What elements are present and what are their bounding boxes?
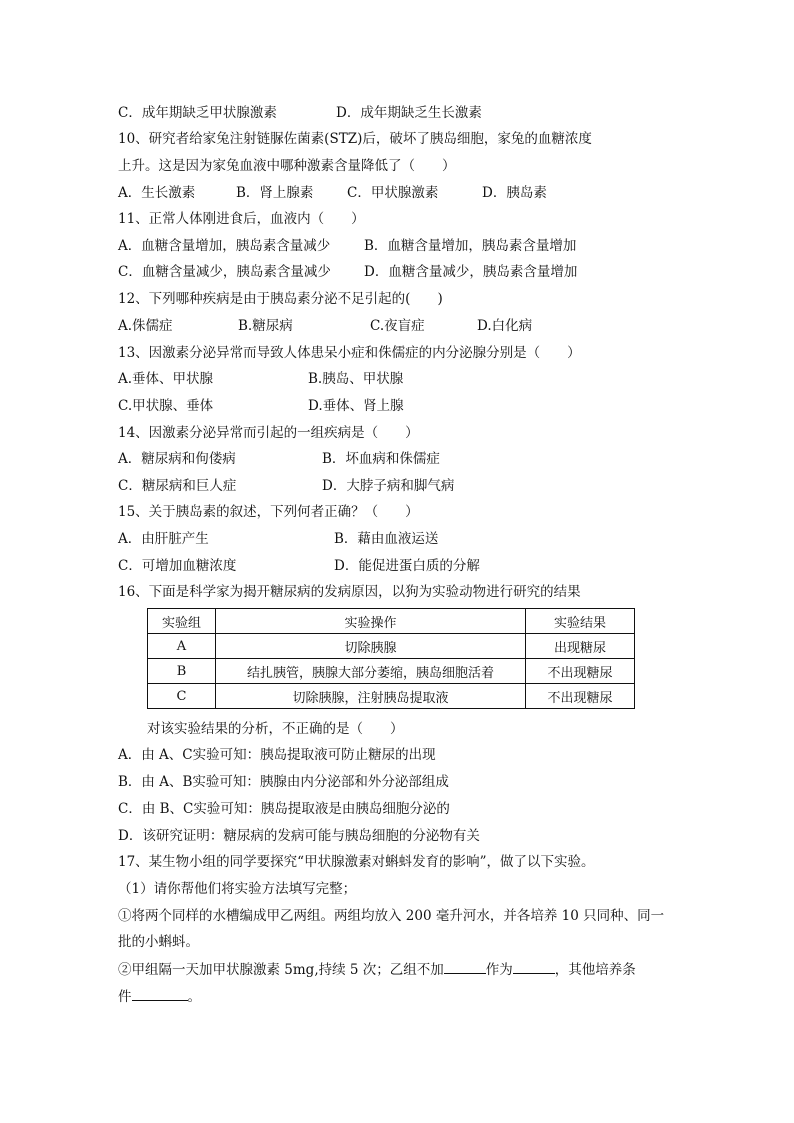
- q10-stem-line1: 10、研究者给家兔注射链脲佐菌素(STZ)后，破坏了胰岛细胞，家兔的血糖浓度: [118, 131, 592, 147]
- q17-step2-text3: ，其他培养条: [554, 962, 636, 978]
- q15-stem: 15、关于胰岛素的叙述，下列何者正确？（ ）: [118, 504, 419, 520]
- q16-option-b: B．由 A、B实验可知：胰腺由内分泌部和外分泌部组成: [118, 774, 449, 790]
- q16-analysis-prompt: 对该实验结果的分析，不正确的是（ ）: [147, 721, 404, 737]
- q13-option-a: A.垂体、甲状腺: [118, 371, 214, 387]
- q17-stem: 17、某生物小组的同学要探究“甲状腺激素对蝌蚪发育的影响”，做了以下实验。: [118, 854, 595, 870]
- q15-option-d: D．能促进蛋白质的分解: [334, 558, 480, 574]
- q15-option-c: C．可增加血糖浓度: [118, 558, 237, 574]
- table-row: [148, 684, 635, 709]
- q17-step2-line1: [118, 959, 636, 980]
- q16-stem: 16、下面是科学家为揭开糖尿病的发病原因，以狗为实验动物进行研究的结果: [118, 584, 581, 600]
- q13-option-d: D.垂体、肾上腺: [308, 398, 404, 414]
- q12-option-a: A.侏儒症: [118, 318, 173, 334]
- q14-stem: 14、因激素分泌异常而引起的一组疾病是（ ）: [118, 425, 419, 441]
- table-cell-group: A: [148, 634, 216, 659]
- q14-option-a: A．糖尿病和佝偻病: [118, 451, 236, 467]
- q17-step1-line2: 批的小蝌蚪。: [118, 934, 199, 950]
- table-header-group: 实验组: [148, 609, 216, 634]
- table-row: [148, 659, 635, 684]
- q10-option-a: A．生长激素: [118, 185, 196, 201]
- table-header-row: [148, 609, 635, 634]
- q10-option-b: B．肾上腺素: [236, 185, 314, 201]
- q16-option-a: A．由 A、C实验可知：胰岛提取液可防止糖尿的出现: [118, 747, 436, 763]
- answer-blank-3[interactable]: [132, 986, 188, 1001]
- q11-option-b: B．血糖含量增加，胰岛素含量增加: [364, 238, 577, 254]
- table-cell-result: 不出现糖尿: [526, 684, 635, 709]
- table-cell-operation: 切除胰腺: [216, 634, 526, 659]
- table-cell-result: 不出现糖尿: [526, 659, 635, 684]
- q15-option-a: A．由肝脏产生: [118, 531, 209, 547]
- q12-option-d: D.白化病: [477, 318, 533, 334]
- table-header-result: 实验结果: [526, 609, 635, 634]
- answer-blank-2[interactable]: [513, 959, 555, 974]
- q11-option-d: D．血糖含量减少，胰岛素含量增加: [364, 264, 578, 280]
- q16-option-d: D．该研究证明：糖尿病的发病可能与胰岛细胞的分泌物有关: [118, 828, 480, 844]
- q13-option-c: C.甲状腺、垂体: [118, 398, 214, 414]
- q11-option-c: C．血糖含量减少，胰岛素含量减少: [118, 264, 331, 280]
- q17-step2-text4: 件: [118, 989, 132, 1005]
- experiment-table: [147, 608, 635, 709]
- q17-step2-line2: [118, 986, 201, 1007]
- q17-step2-text1: ②甲组隔一天加甲状腺激素 5mg,持续 5 次；乙组不加: [118, 962, 444, 978]
- q14-option-b: B．坏血病和侏儒症: [322, 451, 440, 467]
- table-cell-operation: 切除胰腺，注射胰岛提取液: [216, 684, 526, 709]
- table-cell-operation: 结扎胰管，胰腺大部分萎缩，胰岛细胞活着: [216, 659, 526, 684]
- q12-stem: 12、下列哪种疾病是由于胰岛素分泌不足引起的( ): [118, 291, 443, 307]
- q13-stem: 13、因激素分泌异常而导致人体患呆小症和侏儒症的内分泌腺分别是（ ）: [118, 345, 581, 361]
- q11-option-a: A．血糖含量增加，胰岛素含量减少: [118, 238, 331, 254]
- q17-step1-line1: ①将两个同样的水槽编成甲乙两组。两组均放入 200 毫升河水，并各培养 10 只同种、同一: [118, 908, 665, 924]
- table-cell-group: C: [148, 684, 216, 709]
- q9-option-d: D．成年期缺乏生长激素: [336, 105, 482, 121]
- table-cell-group: B: [148, 659, 216, 684]
- q11-stem: 11、正常人体刚进食后，血液内（ ）: [118, 211, 365, 227]
- q9-option-c: C．成年期缺乏甲状腺激素: [118, 105, 277, 121]
- q17-step2-text5: 。: [187, 989, 201, 1005]
- q16-option-c: C．由 B、C实验可知：胰岛提取液是由胰岛细胞分泌的: [118, 801, 450, 817]
- q14-option-d: D．大脖子病和脚气病: [322, 478, 455, 494]
- q10-option-d: D．胰岛素: [482, 185, 547, 201]
- q17-step2-text2: 作为: [485, 962, 513, 978]
- q12-option-b: B.糖尿病: [238, 318, 293, 334]
- table-cell-result: 出现糖尿: [526, 634, 635, 659]
- q14-option-c: C．糖尿病和巨人症: [118, 478, 237, 494]
- q10-stem-line2: 上升。这是因为家兔血液中哪种激素含量降低了（ ）: [118, 158, 456, 174]
- q10-option-c: C．甲状腺激素: [347, 185, 439, 201]
- table-header-operation: 实验操作: [216, 609, 526, 634]
- table-row: [148, 634, 635, 659]
- q12-option-c: C.夜盲症: [370, 318, 425, 334]
- q15-option-b: B．藉由血液运送: [334, 531, 439, 547]
- q13-option-b: B.胰岛、甲状腺: [308, 371, 404, 387]
- answer-blank-1[interactable]: [444, 959, 486, 974]
- q17-part1: （1）请你帮他们将实验方法填写完整；: [118, 881, 357, 897]
